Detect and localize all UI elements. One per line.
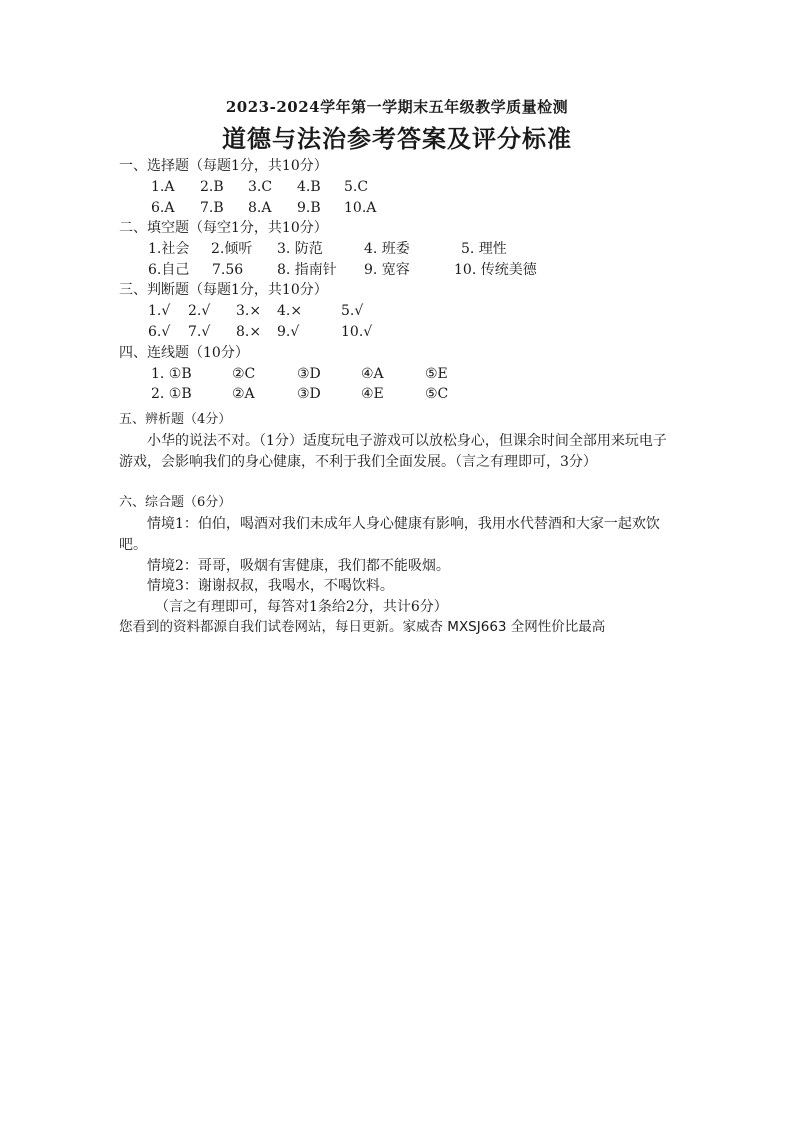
answer-cell: 9.B — [297, 200, 321, 216]
section-3-heading: 三、判断题（每题1分，共10分） — [119, 282, 328, 298]
answer-cell: 4. 班委 — [364, 241, 410, 257]
answer-cell: ②A — [232, 386, 255, 402]
answer-cell: ⑤C — [425, 386, 449, 402]
answer-cell: 3.C — [248, 179, 273, 195]
answer-cell: 1.A — [151, 179, 175, 195]
section-6-scoring-note: （言之有理即可，每答对1条给2分，共计6分） — [155, 599, 448, 615]
section-5-heading: 五、辨析题（4分） — [119, 412, 232, 427]
answer-cell: 10.√ — [341, 324, 373, 340]
answer-cell: 4.B — [297, 179, 321, 195]
section-6-heading: 六、综合题（6分） — [119, 495, 232, 510]
answer-cell: 7.B — [200, 200, 224, 216]
answer-cell: 10.A — [344, 200, 377, 216]
answer-cell: 1. ①B — [151, 366, 192, 382]
answer-cell: ④E — [361, 386, 384, 402]
answer-cell: 1.社会 — [148, 241, 190, 257]
answer-cell: 2. ①B — [151, 386, 192, 402]
document-title: 道德与法治参考答案及评分标准 — [222, 124, 572, 153]
answer-cell: 7.√ — [188, 324, 211, 340]
section-5-answer: 小华的说法不对。（1分）适度玩电子游戏可以放松身心，但课余时间全部用来玩电子游戏，会影响我们的身心健康，不利于我们全面发展。（言之有理即可，3分） — [119, 433, 667, 470]
answer-cell: 6.自己 — [148, 262, 190, 278]
answer-cell: 8.A — [248, 200, 272, 216]
answer-cell: 3.× — [236, 303, 262, 319]
section-6-scenario-2: 情境2：哥哥，吸烟有害健康，我们都不能吸烟。 — [147, 558, 450, 574]
answer-cell: 2.B — [200, 179, 224, 195]
answer-cell: 5. 理性 — [461, 241, 507, 257]
answer-cell: 7.56 — [212, 262, 244, 278]
exam-title: 2023-2024学年第一学期末五年级教学质量检测 — [225, 98, 569, 116]
answer-cell: 4.× — [277, 303, 303, 319]
answer-cell: 10. 传统美德 — [454, 262, 537, 278]
answer-cell: 9.√ — [277, 324, 300, 340]
answer-cell: 1.√ — [148, 303, 171, 319]
answer-cell: 8. 指南针 — [277, 262, 337, 278]
answer-cell: 3. 防范 — [277, 241, 323, 257]
answer-cell: 2.倾听 — [211, 241, 253, 257]
answer-cell: 9. 宽容 — [364, 262, 410, 278]
section-4-heading: 四、连线题（10分） — [119, 345, 249, 361]
answer-cell: 8.× — [236, 324, 262, 340]
answer-cell: ④A — [361, 366, 384, 382]
answer-cell: 2.√ — [188, 303, 211, 319]
footer-notice: 您看到的资料都源自我们试卷网站，每日更新。家威杏 MXSJ663 全网性价比最高 — [119, 619, 606, 635]
section-2-heading: 二、填空题（每空1分，共10分） — [119, 220, 328, 236]
answer-cell: ③D — [297, 366, 321, 382]
answer-cell: ②C — [232, 366, 256, 382]
section-6-scenario-3: 情境3：谢谢叔叔，我喝水，不喝饮料。 — [147, 578, 394, 594]
answer-cell: 5.C — [344, 179, 369, 195]
section-6-scenario-1: 情境1：伯伯，喝酒对我们未成年人身心健康有影响，我用水代替酒和大家一起欢饮吧。 — [119, 516, 660, 553]
answer-cell: ③D — [297, 386, 321, 402]
section-1-heading: 一、选择题（每题1分，共10分） — [119, 158, 328, 174]
answer-cell: ⑤E — [425, 366, 448, 382]
answer-cell: 6.A — [151, 200, 175, 216]
answer-cell: 5.√ — [341, 303, 364, 319]
answer-cell: 6.√ — [148, 324, 171, 340]
